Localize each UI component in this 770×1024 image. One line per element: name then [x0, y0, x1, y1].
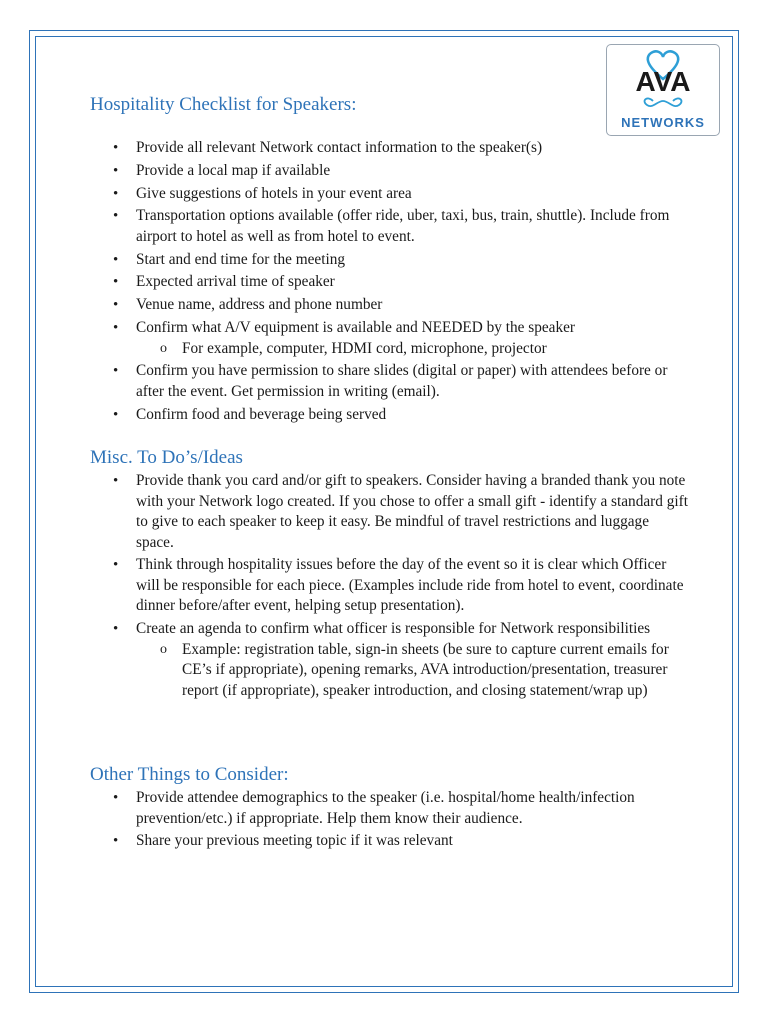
- list-item: • Provide a local map if available: [90, 161, 690, 182]
- logo-wordmark: AVA: [635, 66, 691, 97]
- list-item: • Share your previous meeting topic if it was relevant: [90, 831, 690, 852]
- list-item: • Confirm you have permission to share slides (digital or paper) with attendees before or after the event. Get permission in writing (email).: [90, 361, 690, 402]
- list-item: • Provide attendee demographics to the speaker (i.e. hospital/home health/infection prevention/etc.) if appropriate. Help them know their audience.: [90, 788, 690, 829]
- sub-list-item: o For example, computer, HDMI cord, microphone, projector: [136, 339, 690, 360]
- list-item: • Confirm what A/V equipment is available and NEEDED by the speaker o For example, computer, HDMI cord, microphone, projector: [90, 318, 690, 359]
- list-item: • Venue name, address and phone number: [90, 295, 690, 316]
- section-heading-misc: Misc. To Do’s/Ideas: [90, 447, 243, 468]
- section-heading-other: Other Things to Consider:: [90, 764, 289, 785]
- misc-todo-list: [90, 471, 690, 703]
- list-item: • Confirm food and beverage being served: [90, 405, 690, 426]
- list-item: • Think through hospitality issues before the day of the event so it is clear which Officer will be responsible for each piece. (Examples include ride from hotel to event, coordinate dinner before/after event, helping setup presentation).: [90, 555, 690, 617]
- section-heading-hospitality: Hospitality Checklist for Speakers:: [90, 94, 357, 115]
- logo-subtitle: NETWORKS: [621, 115, 705, 130]
- list-item: • Provide thank you card and/or gift to speakers. Consider having a branded thank you note with your Network logo created. If you chose to offer a small gift - identify a standard gift to give to each speaker to keep it easy. Be mindful of travel restrictions and luggage space.: [90, 471, 690, 553]
- hospitality-checklist: [90, 138, 690, 427]
- list-item: • Transportation options available (offer ride, uber, taxi, bus, train, shuttle). Include from airport to hotel as well as from hotel to event.: [90, 206, 690, 247]
- list-item: • Expected arrival time of speaker: [90, 272, 690, 293]
- sub-list-item: o Example: registration table, sign-in sheets (be sure to capture current emails for CE’s if appropriate), opening remarks, AVA introduction/presentation, treasurer report (if appropriate), speaker introduction, and closing statement/wrap up): [136, 640, 690, 702]
- list-item: • Create an agenda to confirm what officer is responsible for Network responsibilities o Example: registration table, sign-in sheets (be sure to capture current emails for CE’s if appropriate), opening remarks, AVA introduction/presentation, treasurer report (if appropriate), speaker introduction, and closing statement/wrap up): [90, 619, 690, 701]
- list-item: • Provide all relevant Network contact information to the speaker(s): [90, 138, 690, 159]
- ava-networks-logo: [606, 44, 720, 136]
- list-item: • Start and end time for the meeting: [90, 250, 690, 271]
- other-considerations-list: [90, 788, 690, 854]
- list-item: • Give suggestions of hotels in your event area: [90, 184, 690, 205]
